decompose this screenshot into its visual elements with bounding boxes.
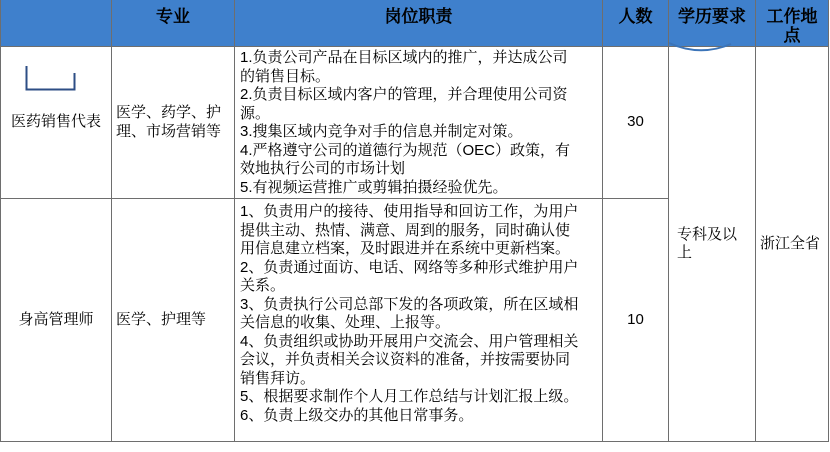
row2-headcount-cell xyxy=(603,199,669,442)
duty-line: 2、负责通过面访、电话、网络等多种形式维护用户 xyxy=(240,258,579,276)
row1-headcount-cell xyxy=(603,47,669,199)
duty-line: 5、根据要求制作个人月工作总结与计划汇报上级。 xyxy=(240,388,579,405)
duty-line: 效地执行公司的市场计划 xyxy=(240,160,406,177)
location-cell xyxy=(756,47,829,442)
header-cell-duties xyxy=(235,0,603,47)
duty-line: 3、负责执行公司总部下发的各项政策，所在区域相 xyxy=(240,295,579,313)
duty-line: 1、负责用户的接待、使用指导和回访工作，为用户 xyxy=(240,203,579,220)
row2-major-cell xyxy=(112,199,235,442)
header-location-label: 工作地点 xyxy=(766,7,818,45)
education-text: 专科及以上 xyxy=(677,225,738,261)
location-text: 浙江全省 xyxy=(760,234,821,252)
row1-headcount-text: 30 xyxy=(627,113,644,131)
header-education-label: 学历要求 xyxy=(678,7,746,26)
row2-position-text: 身高管理师 xyxy=(18,310,94,328)
duty-line: 1.负责公司产品在目标区域内的推广，并达成公司 xyxy=(240,49,568,66)
header-cell-education xyxy=(669,0,756,47)
header-cell-headcount xyxy=(603,0,669,47)
duty-line: 2.负责目标区域内客户的管理，并合理使用公司资 xyxy=(240,86,568,103)
header-duties-label: 岗位职责 xyxy=(384,7,453,26)
duty-line: 关信息的收集、处理、上报等。 xyxy=(240,314,451,331)
duty-line: 提供主动、热情、满意、周到的服务，同时确认使 xyxy=(240,221,571,239)
duty-line: 6、负责上级交办的其他日常事务。 xyxy=(240,406,474,424)
duty-line: 3.搜集区域内竞争对手的信息并制定对策。 xyxy=(240,123,523,140)
header-cell-location xyxy=(756,0,829,47)
duty-line: 会议，并负责相关会议资料的准备，并按需要协同 xyxy=(240,351,571,368)
header-headcount-label: 人数 xyxy=(618,7,653,26)
row2-major-text: 医学、护理等 xyxy=(116,310,207,328)
row2-position-cell xyxy=(1,199,112,442)
duty-line: 源。 xyxy=(240,104,271,122)
header-cell-position xyxy=(1,0,112,47)
row1-position-text: 医药销售代表 xyxy=(10,113,101,131)
row1-major-cell xyxy=(112,47,235,199)
row2-duties-cell xyxy=(235,199,603,442)
header-cell-major xyxy=(112,0,235,47)
duty-line: 销售拜访。 xyxy=(240,369,316,387)
duty-line: 的销售目标。 xyxy=(240,67,331,85)
duty-line: 用信息建立档案，及时跟进并在系统中更新档案。 xyxy=(240,240,571,257)
duty-line: 4、负责组织或协助开展用户交流会、用户管理相关 xyxy=(240,332,579,350)
row2-headcount-text: 10 xyxy=(627,310,644,328)
duty-line: 4.严格遵守公司的道德行为规范（OEC）政策，有 xyxy=(240,141,571,159)
education-cell xyxy=(669,47,756,442)
duty-line: 关系。 xyxy=(240,277,286,294)
header-major-label: 专业 xyxy=(156,7,190,26)
duty-line: 5.有视频运营推广或剪辑拍摄经验优先。 xyxy=(240,178,508,196)
row1-duties-cell xyxy=(235,47,603,199)
row1-position-cell xyxy=(1,47,112,199)
row1-major-text: 医学、药学、护理、市场营销等 xyxy=(116,104,222,140)
